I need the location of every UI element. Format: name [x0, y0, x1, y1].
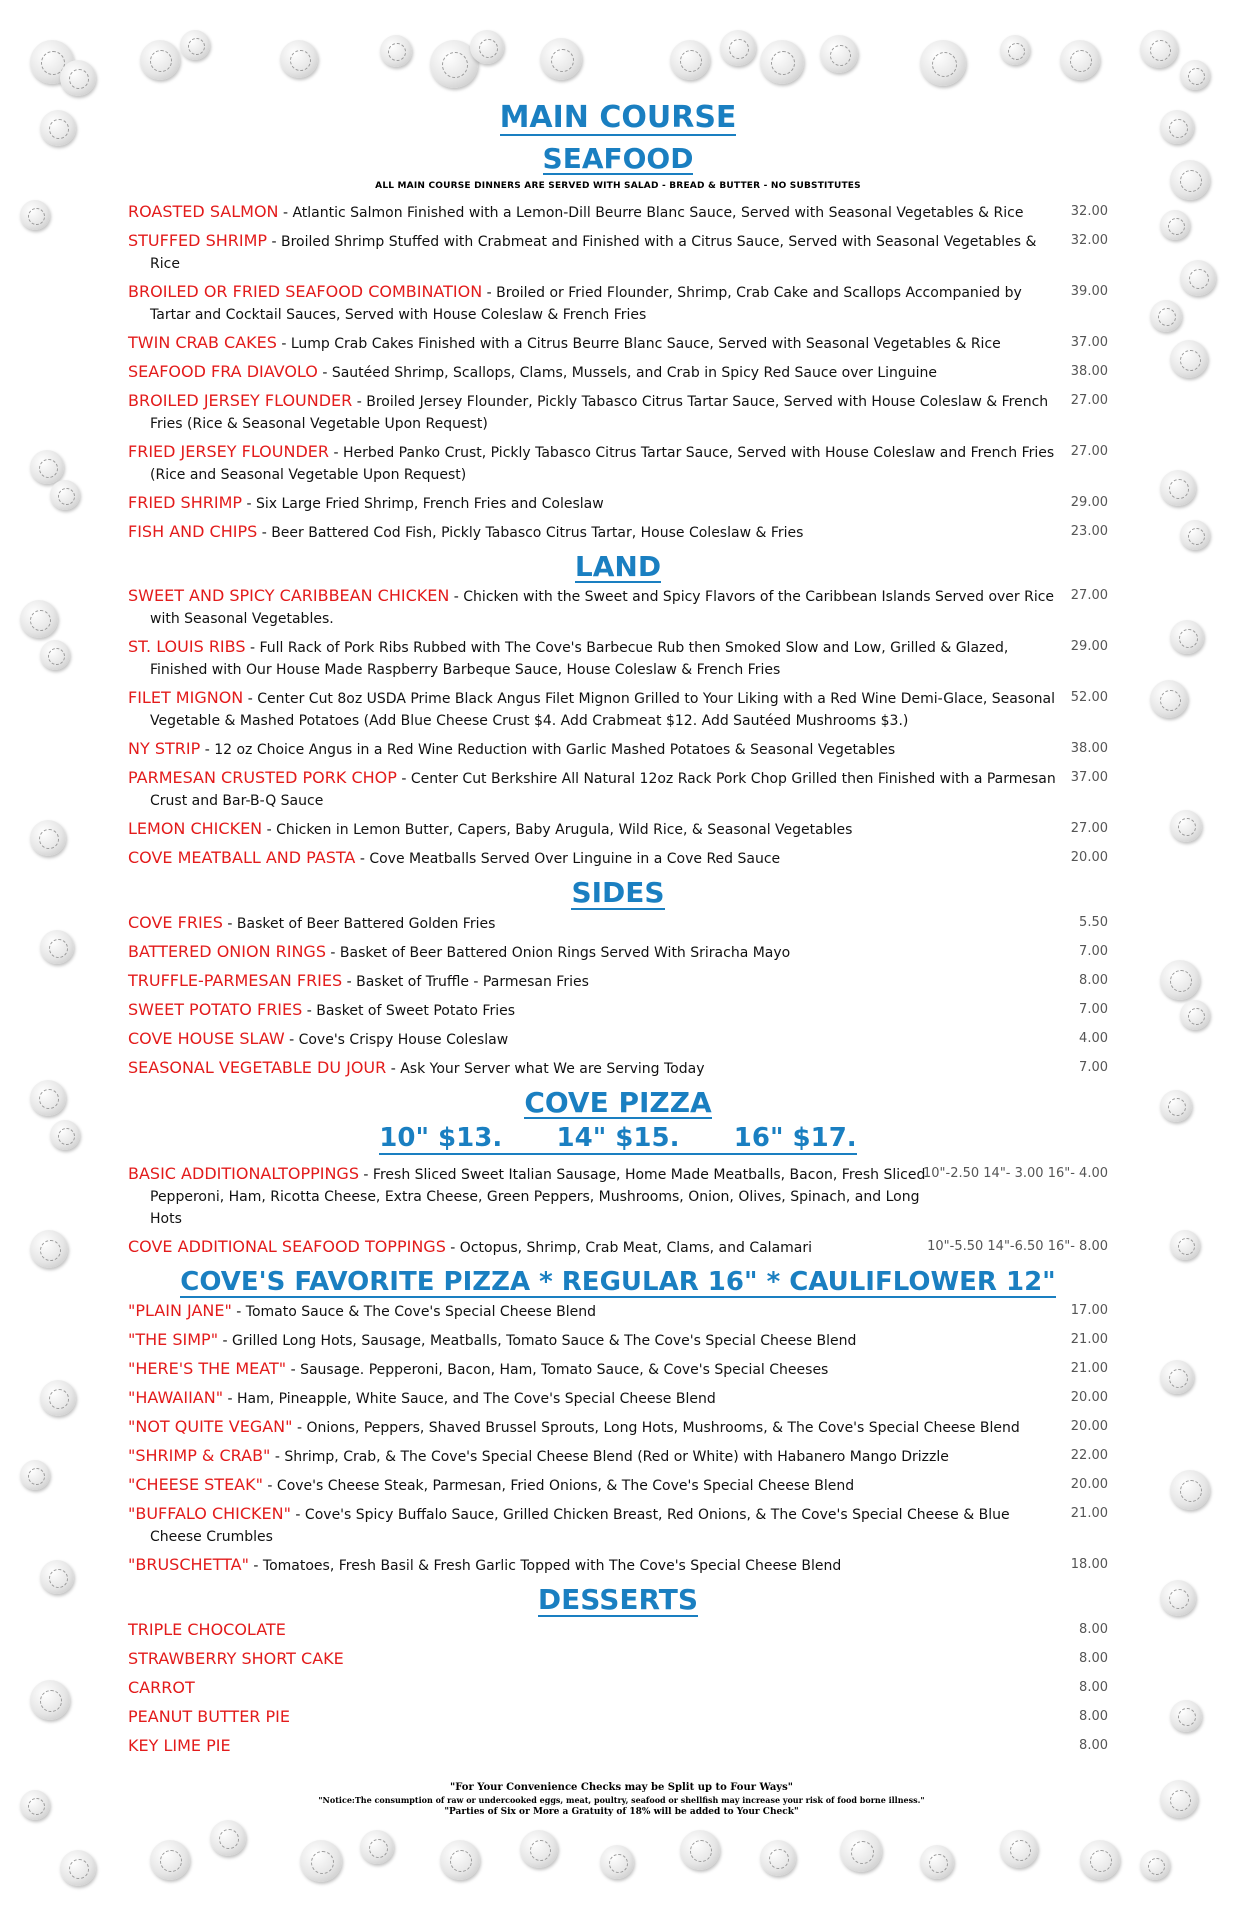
menu-item-name: BROILED JERSEY FLOUNDER	[128, 390, 353, 410]
menu-item-description: - Center Cut 8oz USDA Prime Black Angus Filet Mignon Grilled to Your Liking with a Red Wine Demi-Glace, Seasonal Vegetable & Mashed Potatoes (Add Blue Cheese Crust $4. Add Crabmeat $12. Add Sautéed Mushrooms $3.)	[150, 691, 1055, 730]
menu-item-price: 8.00	[1079, 1621, 1108, 1637]
menu-item-description: - Sautéed Shrimp, Scallops, Clams, Mussels, and Crab in Spicy Red Sauce over Linguine	[317, 364, 938, 381]
menu-item	[128, 1387, 1108, 1410]
menu-item-description: - Beer Battered Cod Fish, Pickly Tabasco Citrus Tartar, House Coleslaw & Fries	[257, 524, 804, 541]
sand-dollar-decoration	[920, 40, 966, 86]
sand-dollar-decoration	[680, 1830, 720, 1870]
menu-item-description: - Ask Your Server what We are Serving Today	[386, 1060, 705, 1077]
menu-item-price: 52.00	[1070, 690, 1108, 706]
menu-item-price: 21.00	[1070, 1332, 1108, 1348]
menu-item	[128, 1648, 1108, 1671]
sand-dollar-decoration	[50, 1120, 80, 1150]
menu-item-description: - Onions, Peppers, Shaved Brussel Sprouts, Long Hots, Mushrooms, & The Cove's Special Cheese Blend	[292, 1420, 1020, 1437]
sand-dollar-decoration	[1150, 300, 1182, 332]
sand-dollar-decoration	[1180, 260, 1216, 296]
sand-dollar-decoration	[30, 1230, 68, 1268]
menu-item-name: NY STRIP	[128, 739, 201, 759]
menu	[128, 100, 1108, 1764]
menu-item	[128, 1329, 1108, 1352]
sand-dollar-decoration	[440, 1840, 480, 1880]
sand-dollar-decoration	[1140, 1850, 1170, 1880]
menu-item-price: 29.00	[1070, 494, 1108, 510]
menu-item	[128, 687, 1108, 732]
menu-item	[128, 1474, 1108, 1497]
section-title-desserts: DESSERTS	[537, 1583, 699, 1617]
menu-item	[128, 818, 1108, 841]
sand-dollar-decoration	[1180, 1000, 1210, 1030]
menu-item-name: SWEET POTATO FRIES	[128, 999, 303, 1019]
menu-item-name: KEY LIME PIE	[128, 1735, 231, 1755]
menu-item-description: - Basket of Beer Battered Onion Rings Served With Sriracha Mayo	[325, 944, 791, 961]
menu-item-description: - Basket of Truffle - Parmesan Fries	[342, 973, 589, 990]
menu-item-description: - Broiled Jersey Flounder, Pickly Tabasco Citrus Tartar Sauce, Served with House Coleslaw & French Fries (Rice & Seasonal Vegetable Upon Request)	[150, 393, 1049, 432]
menu-item-name: "NOT QUITE VEGAN"	[128, 1417, 293, 1437]
menu-item-price: 8.00	[1079, 1737, 1108, 1753]
seafood-note: ALL MAIN COURSE DINNERS ARE SERVED WITH SALAD - BREAD & BUTTER - NO SUBSTITUTES	[375, 180, 861, 191]
menu-item	[128, 767, 1108, 812]
menu-item-name: STUFFED SHRIMP	[128, 230, 268, 250]
sand-dollar-decoration	[40, 930, 74, 964]
menu-item-description: - Tomato Sauce & The Cove's Special Cheese Blend	[231, 1304, 597, 1321]
sand-dollar-decoration	[1160, 470, 1196, 506]
sand-dollar-decoration	[210, 1820, 246, 1856]
sand-dollar-decoration	[760, 1840, 796, 1876]
menu-item-name: SEAFOOD FRA DIAVOLO	[128, 361, 318, 381]
sand-dollar-decoration	[470, 30, 504, 64]
menu-item-description: - Basket of Sweet Potato Fries	[302, 1002, 516, 1019]
menu-item-name: "PLAIN JANE"	[128, 1301, 232, 1321]
menu-item-name: TWIN CRAB CAKES	[128, 332, 277, 352]
menu-item-description: - Octopus, Shrimp, Crab Meat, Clams, and Calamari	[445, 1240, 813, 1257]
section-title-land: LAND	[574, 549, 662, 583]
menu-item	[128, 1358, 1108, 1381]
menu-item-price: 7.00	[1079, 1059, 1108, 1075]
section-title-favorite-pizza: COVE'S FAVORITE PIZZA * REGULAR 16" * CAULIFLOWER 12"	[180, 1267, 1056, 1298]
favorite-pizza-list	[128, 1300, 1108, 1577]
pizza-toppings-list	[128, 1163, 1108, 1259]
sand-dollar-decoration	[40, 1560, 74, 1594]
menu-item-description: - Chicken in Lemon Butter, Capers, Baby Arugula, Wild Rice, & Seasonal Vegetables	[262, 822, 853, 839]
sand-dollar-decoration	[1180, 520, 1210, 550]
menu-item-price: 8.00	[1079, 1708, 1108, 1724]
sand-dollar-decoration	[1170, 160, 1210, 200]
menu-item-price: 10"-2.50 14"- 3.00 16"- 4.00	[922, 1166, 1108, 1182]
section-title-seafood: SEAFOOD	[542, 141, 694, 175]
menu-item-name: "HAWAIIAN"	[128, 1388, 224, 1408]
menu-item-price: 38.00	[1070, 741, 1108, 757]
menu-item	[128, 1445, 1108, 1468]
desserts-list	[128, 1619, 1108, 1758]
menu-item-name: "CHEESE STEAK"	[128, 1475, 263, 1495]
menu-item-name: "HERE'S THE MEAT"	[128, 1359, 287, 1379]
sand-dollar-decoration	[840, 1830, 882, 1872]
menu-item	[128, 1236, 1108, 1259]
menu-item-description: - Ham, Pineapple, White Sauce, and The Cove's Special Cheese Blend	[223, 1391, 716, 1408]
menu-item-description: - Tomatoes, Fresh Basil & Fresh Garlic Topped with The Cove's Special Cheese Blend	[248, 1558, 842, 1575]
menu-item-price: 22.00	[1070, 1448, 1108, 1464]
menu-item	[128, 847, 1108, 870]
menu-item-name: "THE SIMP"	[128, 1330, 219, 1350]
menu-item-name: SWEET AND SPICY CARIBBEAN CHICKEN	[128, 586, 450, 606]
menu-item-description: - Cove Meatballs Served Over Linguine in a Cove Red Sauce	[355, 851, 781, 868]
menu-item-name: SEASONAL VEGETABLE DU JOUR	[128, 1057, 387, 1077]
menu-item-price: 20.00	[1070, 1419, 1108, 1435]
sand-dollar-decoration	[150, 1840, 190, 1880]
menu-item-description: - Cove's Crispy House Coleslaw	[284, 1031, 509, 1048]
menu-item-price: 8.00	[1079, 1650, 1108, 1666]
menu-item-name: "SHRIMP & CRAB"	[128, 1446, 271, 1466]
sand-dollar-decoration	[1170, 620, 1204, 654]
sand-dollar-decoration	[1060, 40, 1100, 80]
menu-item-price: 21.00	[1070, 1506, 1108, 1522]
menu-item-price: 18.00	[1070, 1557, 1108, 1573]
menu-item-price: 7.00	[1079, 943, 1108, 959]
menu-item	[128, 361, 1108, 384]
sand-dollar-decoration	[670, 40, 710, 80]
menu-item	[128, 738, 1108, 761]
menu-item-name: FRIED JERSEY FLOUNDER	[128, 441, 329, 461]
menu-item-price: 21.00	[1070, 1361, 1108, 1377]
menu-item	[128, 1057, 1108, 1080]
sand-dollar-decoration	[20, 200, 50, 230]
menu-item-name: CARROT	[128, 1677, 195, 1697]
menu-item	[128, 390, 1108, 435]
seafood-list	[128, 201, 1108, 544]
menu-item-price: 27.00	[1070, 443, 1108, 459]
menu-item	[128, 492, 1108, 515]
menu-item-price: 23.00	[1070, 523, 1108, 539]
menu-item-price: 8.00	[1079, 972, 1108, 988]
menu-item-name: ST. LOUIS RIBS	[128, 637, 246, 657]
menu-item-description: - Broiled or Fried Flounder, Shrimp, Crab Cake and Scallops Accompanied by Tartar and Cocktail Sauces, Served with House Coleslaw & French Fries	[150, 284, 1022, 323]
menu-item	[128, 332, 1108, 355]
sand-dollar-decoration	[40, 1380, 76, 1416]
sand-dollar-decoration	[50, 480, 80, 510]
menu-item-description: - Six Large Fried Shrimp, French Fries and Coleslaw	[242, 495, 604, 512]
menu-item-name: BROILED OR FRIED SEAFOOD COMBINATION	[128, 281, 483, 301]
land-list	[128, 585, 1108, 870]
sand-dollar-decoration	[920, 1845, 954, 1879]
menu-item	[128, 1163, 1108, 1230]
menu-item-name: FILET MIGNON	[128, 688, 244, 708]
sand-dollar-decoration	[1080, 1840, 1120, 1880]
menu-item-price: 5.50	[1079, 914, 1108, 930]
menu-item-price: 32.00	[1070, 232, 1108, 248]
sand-dollar-decoration	[1170, 1700, 1202, 1732]
pizza-sizes: 10" $13. 14" $15. 16" $17.	[379, 1123, 857, 1154]
sand-dollar-decoration	[600, 1845, 634, 1879]
sand-dollar-decoration	[1000, 1830, 1038, 1868]
menu-item	[128, 521, 1108, 544]
sand-dollar-decoration	[1170, 1470, 1210, 1510]
footer-health-notice: "Notice:The consumption of raw or undercooked eggs, meat, poultry, seafood or shellfish may increase your risk of food borne illness."	[318, 1795, 925, 1805]
sand-dollar-decoration	[760, 40, 804, 84]
menu-item	[128, 230, 1108, 275]
sand-dollar-decoration	[1160, 110, 1194, 144]
menu-item-price: 8.00	[1079, 1679, 1108, 1695]
sand-dollar-decoration	[60, 60, 96, 96]
menu-item-description: - Broiled Shrimp Stuffed with Crabmeat and Finished with a Citrus Sauce, Served with Seasonal Vegetables & Rice	[150, 233, 1037, 272]
sand-dollar-decoration	[1170, 1230, 1200, 1260]
footer-notes	[0, 1782, 1243, 1818]
menu-item-price: 27.00	[1070, 588, 1108, 604]
menu-item-description: - Cove's Spicy Buffalo Sauce, Grilled Chicken Breast, Red Onions, & The Cove's Special Cheese & Blue Cheese Crumbles	[150, 1507, 1010, 1546]
menu-item-name: COVE FRIES	[128, 912, 223, 932]
menu-item-description: - Chicken with the Sweet and Spicy Flavors of the Caribbean Islands Served over Rice with Seasonal Vegetables.	[150, 589, 1055, 628]
menu-item-description: - Fresh Sliced Sweet Italian Sausage, Home Made Meatballs, Bacon, Fresh Sliced Pepperoni, Ham, Ricotta Cheese, Extra Cheese, Green Peppers, Mushrooms, Onion, Olives, Spinach, and Long Hots	[150, 1167, 926, 1228]
sand-dollar-decoration	[1160, 1360, 1194, 1394]
menu-item-name: TRUFFLE-PARMESAN FRIES	[128, 970, 343, 990]
menu-item	[128, 1677, 1108, 1700]
menu-item-name: COVE MEATBALL AND PASTA	[128, 848, 356, 868]
sand-dollar-decoration	[1000, 35, 1030, 65]
menu-item-price: 37.00	[1070, 770, 1108, 786]
sand-dollar-decoration	[30, 1680, 70, 1720]
sand-dollar-decoration	[1140, 30, 1178, 68]
menu-item-name: COVE HOUSE SLAW	[128, 1028, 285, 1048]
menu-item	[128, 1028, 1108, 1051]
menu-item-price: 4.00	[1079, 1030, 1108, 1046]
menu-item-description: - Full Rack of Pork Ribs Rubbed with The Cove's Barbecue Rub then Smoked Slow and Low, Grilled & Glazed, Finished with Our House Made Raspberry Barbeque Sauce, House Coleslaw & French Fries	[150, 640, 1009, 679]
menu-item-price: 39.00	[1070, 283, 1108, 299]
menu-item-price: 27.00	[1070, 821, 1108, 837]
menu-item	[128, 441, 1108, 486]
sand-dollar-decoration	[30, 1080, 66, 1116]
sand-dollar-decoration	[30, 820, 66, 856]
sand-dollar-decoration	[1170, 810, 1202, 842]
sand-dollar-decoration	[140, 40, 180, 80]
sand-dollar-decoration	[30, 450, 64, 484]
menu-item	[128, 281, 1108, 326]
menu-item	[128, 1619, 1108, 1642]
section-title-pizza: COVE PIZZA	[524, 1085, 712, 1119]
menu-item-price: 38.00	[1070, 363, 1108, 379]
menu-item-name: BATTERED ONION RINGS	[128, 941, 326, 961]
menu-item-description: - Sausage. Pepperoni, Bacon, Ham, Tomato Sauce, & Cove's Special Cheeses	[286, 1362, 829, 1379]
menu-item-price: 20.00	[1070, 850, 1108, 866]
menu-item-description: - Center Cut Berkshire All Natural 12oz Rack Pork Chop Grilled then Finished with a Parmesan Crust and Bar-B-Q Sauce	[150, 771, 1056, 810]
menu-item-price: 7.00	[1079, 1001, 1108, 1017]
menu-item-name: COVE ADDITIONAL SEAFOOD TOPPINGS	[128, 1237, 446, 1257]
menu-item	[128, 201, 1108, 224]
sand-dollar-decoration	[1160, 960, 1200, 1000]
menu-item	[128, 636, 1108, 681]
sand-dollar-decoration	[1170, 340, 1208, 378]
menu-item-price: 37.00	[1070, 334, 1108, 350]
menu-item-description: - Atlantic Salmon Finished with a Lemon-Dill Beurre Blanc Sauce, Served with Seasonal Vegetables & Rice	[278, 204, 1024, 221]
sand-dollar-decoration	[820, 35, 858, 73]
sand-dollar-decoration	[20, 600, 58, 638]
sand-dollar-decoration	[280, 40, 318, 78]
menu-item	[128, 941, 1108, 964]
menu-item	[128, 1416, 1108, 1439]
sand-dollar-decoration	[720, 30, 756, 66]
menu-item-description: - Herbed Panko Crust, Pickly Tabasco Citrus Tartar Sauce, Served with House Coleslaw and French Fries (Rice and Seasonal Vegetable Upon Request)	[150, 444, 1055, 483]
sand-dollar-decoration	[60, 1850, 96, 1886]
sand-dollar-decoration	[40, 640, 70, 670]
sand-dollar-decoration	[380, 35, 412, 67]
section-title-sides: SIDES	[571, 876, 665, 910]
menu-item-description: - Cove's Cheese Steak, Parmesan, Fried Onions, & The Cove's Special Cheese Blend	[262, 1478, 855, 1495]
sand-dollar-decoration	[1160, 210, 1190, 240]
sand-dollar-decoration	[360, 1830, 394, 1864]
menu-item-description: - Grilled Long Hots, Sausage, Meatballs, Tomato Sauce & The Cove's Special Cheese Blend	[218, 1333, 857, 1350]
menu-item	[128, 999, 1108, 1022]
menu-item-name: BASIC ADDITIONALTOPPINGS	[128, 1164, 359, 1184]
sand-dollar-decoration	[1160, 1580, 1196, 1616]
menu-item-description: - Lump Crab Cakes Finished with a Citrus Beurre Blanc Sauce, Served with Seasonal Vegetables & Rice	[276, 335, 1001, 352]
menu-item-price: 29.00	[1070, 639, 1108, 655]
menu-item-name: FRIED SHRIMP	[128, 492, 243, 512]
menu-item-name: LEMON CHICKEN	[128, 819, 263, 839]
menu-item-name: STRAWBERRY SHORT CAKE	[128, 1648, 344, 1668]
sand-dollar-decoration	[40, 110, 76, 146]
menu-item-name: "BUFFALO CHICKEN"	[128, 1504, 291, 1524]
sand-dollar-decoration	[1160, 1090, 1192, 1122]
menu-item-description: - Basket of Beer Battered Golden Fries	[222, 915, 496, 932]
menu-item	[128, 912, 1108, 935]
menu-item-description: - 12 oz Choice Angus in a Red Wine Reduction with Garlic Mashed Potatoes & Seasonal Vegetables	[200, 742, 896, 759]
menu-item	[128, 1503, 1108, 1548]
menu-item	[128, 585, 1108, 630]
menu-item-name: FISH AND CHIPS	[128, 521, 258, 541]
menu-item-price: 17.00	[1070, 1303, 1108, 1319]
page-title: MAIN COURSE	[499, 100, 737, 135]
sides-list	[128, 912, 1108, 1080]
menu-item-name: ROASTED SALMON	[128, 201, 279, 221]
menu-item	[128, 1735, 1108, 1758]
footer-split-note: "For Your Convenience Checks may be Split up to Four Ways"	[450, 1782, 793, 1793]
sand-dollar-decoration	[1150, 680, 1188, 718]
menu-item	[128, 970, 1108, 993]
sand-dollar-decoration	[180, 30, 210, 60]
menu-item-price: 10"-5.50 14"-6.50 16"- 8.00	[927, 1239, 1108, 1255]
menu-item	[128, 1300, 1108, 1323]
menu-item	[128, 1706, 1108, 1729]
menu-item-name: "BRUSCHETTA"	[128, 1555, 249, 1575]
sand-dollar-decoration	[540, 38, 582, 80]
menu-item-name: TRIPLE CHOCOLATE	[128, 1619, 286, 1639]
sand-dollar-decoration	[20, 1460, 50, 1490]
menu-item-name: PEANUT BUTTER PIE	[128, 1706, 290, 1726]
menu-item-price: 27.00	[1070, 392, 1108, 408]
footer-gratuity-note: "Parties of Six or More a Gratuity of 18% will be added to Your Check"	[444, 1807, 799, 1817]
menu-item-description: - Shrimp, Crab, & The Cove's Special Cheese Blend (Red or White) with Habanero Mango Drizzle	[270, 1449, 949, 1466]
menu-item	[128, 1554, 1108, 1577]
menu-item-name: PARMESAN CRUSTED PORK CHOP	[128, 768, 397, 788]
menu-item-price: 32.00	[1070, 203, 1108, 219]
sand-dollar-decoration	[1180, 60, 1210, 90]
menu-item-price: 20.00	[1070, 1390, 1108, 1406]
menu-item-price: 20.00	[1070, 1477, 1108, 1493]
sand-dollar-decoration	[300, 1840, 342, 1882]
sand-dollar-decoration	[520, 1830, 558, 1868]
